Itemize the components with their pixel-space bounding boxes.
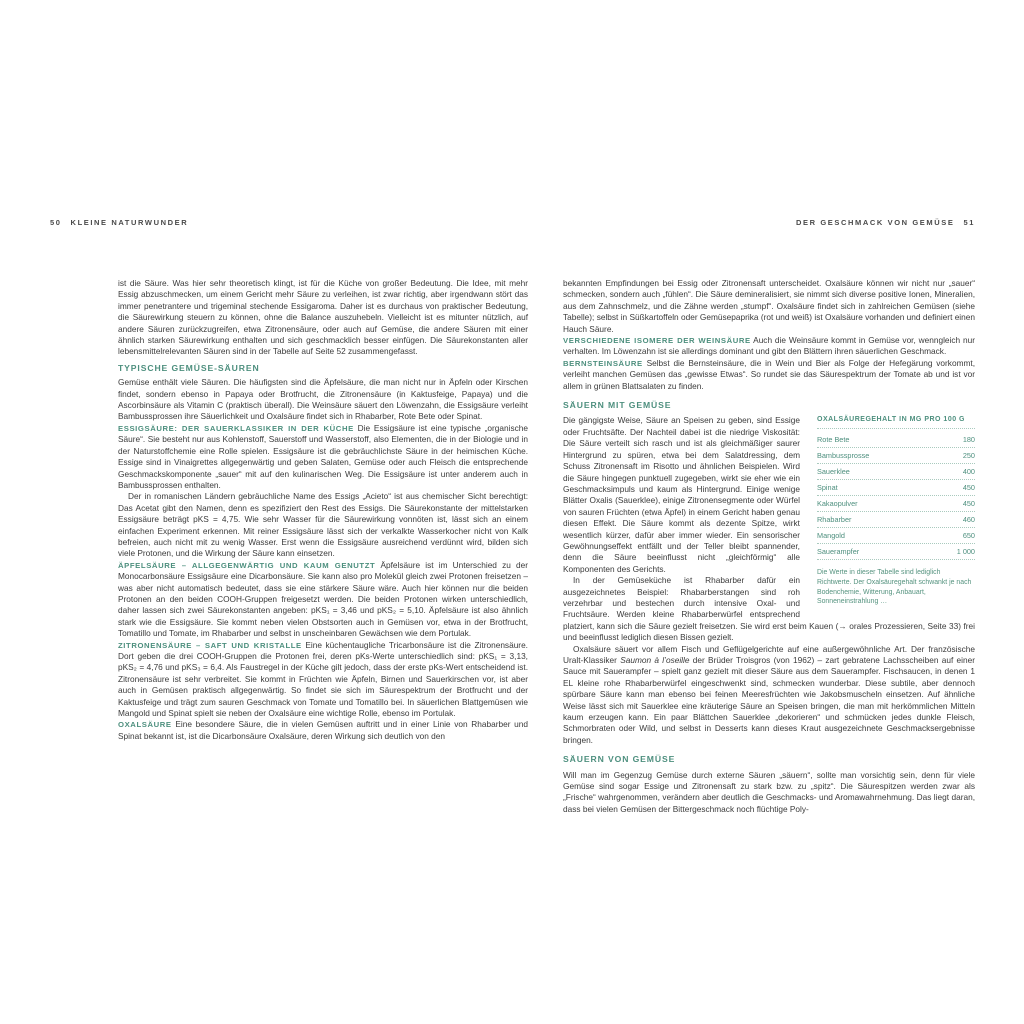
table-cell-name: Spinat — [817, 483, 838, 493]
left-page-column — [118, 278, 528, 742]
paragraph-text: der Brüder Troisgros (von 1962) – zart gebratene Lachsscheiben auf einer Sauce mit Sauerampfer – spielt ganz gezielt mit dieser Säure aus dem Sauerampfer. Fischsaucen, in denen 1 EL kleine rohe Rhabarberwürfel eingeschwenkt sind, schmecken wunderbar. Diese subtile, aber dennoch spürbare Säure kann man ebenso bei feinen Meeresfrüchten wie Jakobsmuscheln einsetzen. Auf ähnliche Weise lässt sich mit Sauerklee eine kräuterige Säure an Speisen bringen, die man mit herkömmlichen Mitteln kaum erzeugen kann. Ein paar Blättchen Sauerklee „dekorieren“ und schmücken jedes dunkle Fleisch, Schmorbraten oder Wild, und selbst in Desserts kann dieses Kraut ausgezeichnete Geschmacksergebnisse bringen. — [563, 655, 975, 745]
run-in-text: Selbst die Bernsteinsäure, die in Wein und Bier als Folge der Hefegärung vorkommt, verleiht manchen Gemüsen das „gewisse Etwas“. So rundet sie das Säurespektrum der Tomate ab und ist vor allem in grünen Blattsalaten zu finden. — [563, 357, 975, 391]
table-cell-name: Mangold — [817, 531, 845, 541]
run-in-heading-aepfelsaeure: ÄPFELSÄURE – ALLGEGENWÄRTIG UND KAUM GENUTZT — [118, 560, 376, 570]
table-cell-name: Sauerklee — [817, 467, 850, 477]
running-head-right-title: DER GESCHMACK VON GEMÜSE — [796, 218, 955, 227]
body-paragraph: ist die Säure. Was hier sehr theoretisch klingt, ist für die Küche von großer Bedeutung. Die Idee, mit mehr Essig abzuschmecken, um einem Gericht mehr Säure zu verleihen, ist zwar richtig, aber irgendwann stört das immer penetrantere und trigeminal stechende Essigaroma. Daher ist es durchaus von praktischer Bedeutung, die Säurewirkung steuern zu können, ohne die Balance auszuhebeln. Vielleicht ist es mitunter nützlich, auf andere Säuren zurückzugreifen, etwa Zitronensäure, oder auch auf Gemüse, die andere Säuren mit einer ähnlich starken Säurewirkung enthalten und sich geschmacklich besser einfügen. Die Säurekonstanten aller lebensmittelrelevanten Säuren sind in der Tabelle auf Seite 52 zusammengefasst. — [118, 278, 528, 357]
paragraph-text: Oxalsäure säuert vor allem Fisch und Geflügelgerichte auf eine außergewöhnliche Art. Der französische Uralt-Klassiker — [563, 643, 975, 665]
running-heads — [50, 218, 975, 227]
page-number-left: 50 — [50, 218, 62, 227]
table-cell-name: Bambussprosse — [817, 451, 870, 461]
body-paragraph: bekannten Empfindungen bei Essig oder Zitronensaft unterscheidet. Oxalsäure können wir nicht nur „sauer“ schmecken, sondern auch „fühlen“. Die Säure demineralisiert, sie nimmt sich diverse positive Ionen, Mineralien, aus dem Zahnschmelz, und die Zähne werden „stumpf“. Oxalsäure findet sich in zahlreichen Gemüsen (siehe Tabelle); selbst in Süßkartoffeln oder Gemüsepaprika (rot und weiß) ist Oxalsäure vorhanden und definiert einen Hauch Säure. — [563, 278, 975, 334]
body-paragraph: Gemüse enthält viele Säuren. Die häufigsten sind die Äpfelsäure, die man nicht nur in Äpfeln oder Kirschen findet, sondern ebenso in Papaya oder Brotfrucht, die Zitronensäure (in Kaktusfeige, Papaya) und die Ascorbinsäure als Vitamin C (praktisch überall). Die Weinsäure säuert den Löwenzahn, die Essigsäure verleiht Bambussprossen ihre Säuerlichkeit und Oxalsäure findet sich in Rhabarber, Rote Bete oder Spinat. — [118, 377, 528, 422]
table-row — [817, 512, 975, 528]
table-cell-name: Kakaopulver — [817, 499, 858, 509]
table-row — [817, 528, 975, 544]
table-row — [817, 448, 975, 464]
run-in-heading-oxalsaeure: OXALSÄURE — [118, 720, 172, 730]
table-cell-value: 250 — [962, 451, 975, 461]
body-paragraph — [118, 423, 528, 491]
run-in-text: Die Essigsäure ist eine typische „organische Säure“. Sie besteht nur aus Kohlenstoff, Sauerstoff und Wasserstoff, also Elementen, die in der Biologie und in der Naturstoffchemie eine Rolle spielen. Essigsäure ist die gebräuchlichste Säure in der heimischen Küche. Essige sind in Vinaigrettes allgegenwärtig und geben Salaten, Gemüse oder auch Fleisch die entsprechende Geschmackskomponente „sauer“ mit auf den kulinarischen Weg. Die Essigsäure ist unter anderem auch in Bambussprossen enthalten. — [118, 422, 529, 490]
page-number-right: 51 — [963, 218, 975, 227]
body-paragraph — [118, 719, 528, 742]
table-footnote: Die Werte in dieser Tabelle sind lediglich Richtwerte. Der Oxalsäuregehalt schwankt je nach Bodenchemie, Witterung, Anbauart, Sonneneinstrahlung … — [817, 569, 972, 606]
body-paragraph: Will man im Gegenzug Gemüse durch externe Säuren „säuern“, sollte man vorsichtig sein, denn für viele Gemüse sind sogar Essige und Zitronensaft zu stark bzw. zu „spitz“. Die Säurespitzen werden zwar als „Frische“ wahrgenommen, verändern aber deutlich die Geschmacks- und Aromawahrnehmung. Das liegt daran, dass bei vielen Gemüsen der Bittergeschmack noch flüchtige Poly- — [563, 769, 975, 814]
run-in-heading-weinsaeure: VERSCHIEDENE ISOMERE DER WEINSÄURE — [563, 336, 751, 346]
table-row — [817, 480, 975, 496]
section-heading-saeuern-mit-gemuese: SÄUERN MIT GEMÜSE — [563, 400, 672, 411]
table-row — [817, 432, 975, 448]
italic-dish-name: Saumon à l’oseille — [620, 655, 690, 665]
section-heading-typische-gemuese-saeuren: TYPISCHE GEMÜSE-SÄUREN — [118, 362, 260, 373]
running-head-left-title: KLEINE NATURWUNDER — [70, 218, 189, 227]
table-cell-value: 180 — [962, 435, 975, 445]
right-page-column — [563, 278, 975, 815]
body-paragraph: Der in romanischen Ländern gebräuchliche Name des Essigs „Acieto“ ist aus chemischer Sicht berechtigt: Das Acetat gibt den Namen, denn es spezifiziert den Rest des Essigs. Die Säurekonstante der mittelstarken Essigsäure beträgt pKS = 4,75. Wie sehr Wasser für die Säurewirkung vonnöten ist, lässt sich an einem einfachen Experiment erkennen. Mit reiner Essigsäure lässt sich der verkalkte Wasserkocher nicht von Kalk befreien, auch nicht mit zu wenig Wasser. Erst wenn die Essigsäure ausreichend verdünnt wird, bilden sich viele Protonen, und die Wirkung der Säure kann einsetzen. — [118, 491, 528, 559]
table-cell-name: Sauerampfer — [817, 547, 860, 557]
run-in-heading-bernsteinsaeure: BERNSTEINSÄURE — [563, 358, 643, 368]
running-head-right — [796, 218, 975, 227]
table-cell-value: 460 — [962, 515, 975, 525]
body-paragraph — [563, 644, 975, 747]
table-cell-name: Rhabarber — [817, 515, 852, 525]
body-paragraph — [563, 358, 975, 392]
table-title: OXALSÄUREGEHALT IN MG PRO 100 G — [817, 415, 975, 429]
body-paragraph — [118, 560, 528, 640]
body-paragraph: Die gängigste Weise, Säure an Speisen zu geben, sind Essige oder Fruchtsäfte. Der Nachteil dabei ist die niedrige Viskosität: Die Säure verteilt sich rasch und ist als gleichmäßiger saurer Hintergrund zu spüren, etwa bei dem Salatdressing, dem Schuss Zitronensaft im Risotto und ähnlichen Beispielen. Wird die Säure hingegen punktuell zugegeben, wirkt sie eher wie ein Geschmacksimpuls und kaum als Hintergrund. Einige wenige Blätter Oxalis (Sauerklee), einige Zitronensegmente oder Würfel von sauren Früchten (etwa Äpfel) in einem Gericht haben genau diesen Effekt. Die Säure kommt als dezente Spitze, wirkt wesentlich kürzer, dafür aber immer wieder. Ein sensorischer Gewöhnungseffekt entfällt und der Teller bleibt spannender, denn die Säure beeinflusst nicht „gleichförmig“ alle Komponenten des Gerichts. — [563, 415, 800, 574]
body-paragraph: In der Gemüseküche ist Rhabarber dafür ein ausgezeichnetes Beispiel: Rhabarberstangen sind roh verzehrbar und bestechen durch intensive Oxal- und Fruchtsäure. Werden kleine Rhabarberwürfel entsprechend platziert, kann sich die Säure gezielt freisetzen. Sie wird erst beim Kauen (→ orales Prozessieren, Seite 33) frei und beeinflusst lediglich diesen Bissen gezielt. — [563, 575, 975, 643]
oxalic-acid-content-table — [817, 415, 975, 606]
run-in-text: Auch die Weinsäure kommt in Gemüse vor, wenngleich nur verhalten. Im Löwenzahn ist sie allerdings dominant und gibt den Blättern ihren säuerlichen Geschmack. — [563, 335, 975, 357]
table-cell-value: 450 — [962, 499, 975, 509]
table-cell-value: 1 000 — [956, 547, 975, 557]
table-row — [817, 544, 975, 560]
running-head-left — [50, 218, 188, 227]
section-heading-saeuern-von-gemuese: SÄUERN VON GEMÜSE — [563, 754, 676, 765]
table-row — [817, 496, 975, 512]
table-cell-value: 650 — [962, 531, 975, 541]
run-in-text: Eine küchentaugliche Tricarbonsäure ist die Zitronensäure. Dort geben die drei COOH-Gruppen die Protonen frei, deren pKs-Werte unterschiedlich sind: pKS₁ = 3,13, pKS₂ = 4,76 und pKS₃ = 6,4. Als Faustregel in der Küche gilt jedoch, dass der erste pKs-Wert entscheidend ist. Zitronensäure ist sehr verbreitet. Sie kommt in Früchten wie Äpfeln, Birnen und Sauerkirschen vor, ist aber auch in Gemüsen praktisch allgegenwärtig. So findet sie sich im Säurespektrum der Brotfrucht und der Kaktusfeige und trägt zum sauren Geschmack von Tomate und Tomatillo bei. In säuerlichen Blattgemüsen wie Mangold und Spinat spielt sie neben der Oxalsäure eine wichtige Rolle, ebenso im Portulak. — [118, 639, 528, 719]
table-cell-value: 400 — [962, 467, 975, 477]
table-cell-name: Rote Bete — [817, 435, 850, 445]
run-in-heading-essigsaeure: ESSIGSÄURE: DER SAUERKLASSIKER IN DER KÜCHE — [118, 423, 354, 433]
run-in-text: Äpfelsäure ist im Unterschied zu der Monocarbonsäure Essigsäure eine Dicarbonsäure. Sie kann also pro Molekül gleich zwei Protonen freisetzen – was aber nicht automatisch bedeutet, dass sie eine stärkere Säure wäre. Auch hier können nur die beiden Protonen an den beiden COOH-Gruppen freigesetzt werden. Die beiden Protonen wirken unterschiedlich, daher lassen sich zwei Säurekonstanten angeben: pKS₁ = 3,46 und pKS₂ = 5,10. Äpfelsäure ist also ähnlich stark wie die Essigsäure. Sie kommt neben vielen Obstsorten auch in Gemüsen vor, etwa in der Brotfrucht, Tomatillo und Tomate, im Rhabarber und selbst in unscheinbaren Gewächsen wie dem Portulak. — [118, 559, 528, 639]
body-paragraph — [118, 640, 528, 720]
table-row — [817, 464, 975, 480]
table-cell-value: 450 — [962, 483, 975, 493]
run-in-text: Eine besondere Säure, die in vielen Gemüsen auftritt und in einer Linie von Rhabarber und Spinat bekannt ist, ist die Dicarbonsäure Oxalsäure, deren Wirkung sich deutlich von den — [118, 719, 528, 741]
run-in-heading-zitronensaeure: ZITRONENSÄURE – SAFT UND KRISTALLE — [118, 640, 302, 650]
body-paragraph — [563, 335, 975, 358]
